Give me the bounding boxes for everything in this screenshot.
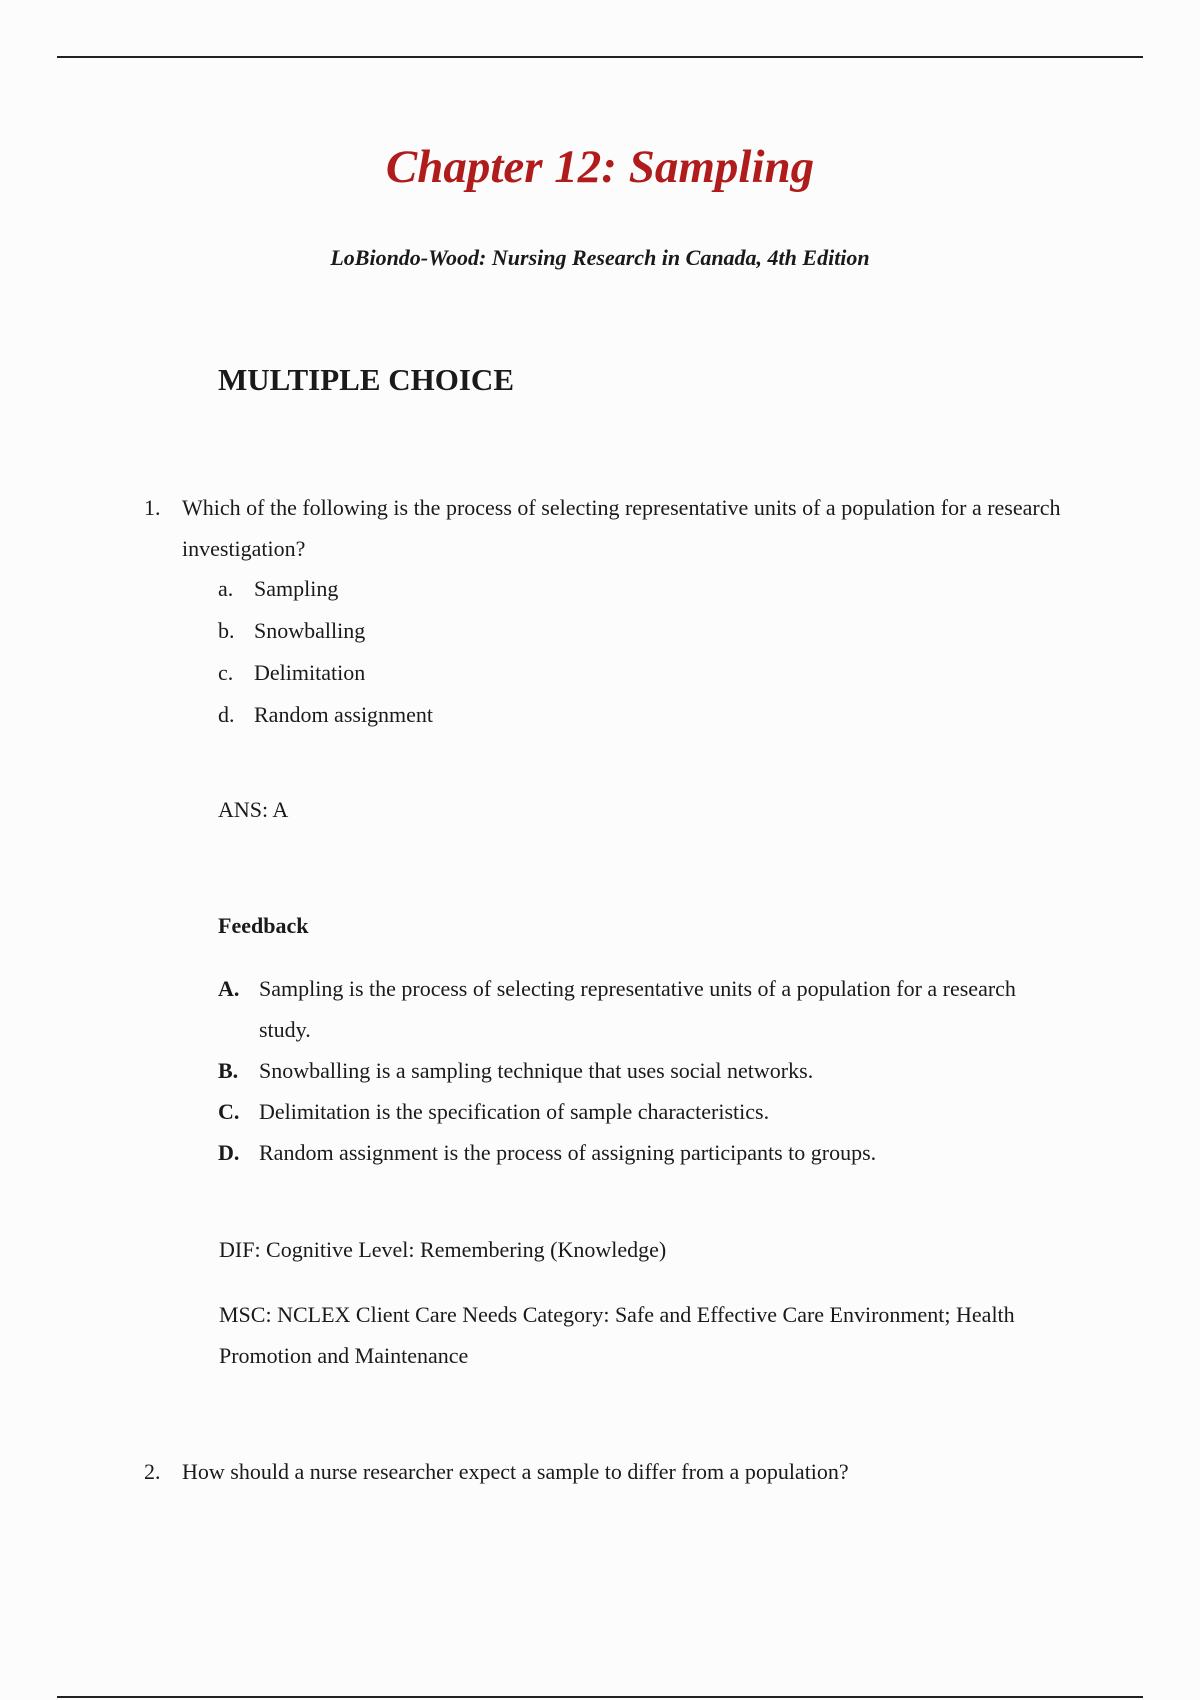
question-number: 2. bbox=[144, 1459, 161, 1484]
question-stem: How should a nurse researcher expect a sample to differ from a population? bbox=[182, 1459, 849, 1484]
option-letter: b. bbox=[218, 618, 235, 643]
difficulty-note: DIF: Cognitive Level: Remembering (Knowledge) bbox=[219, 1237, 667, 1262]
msc-note: MSC: NCLEX Client Care Needs Category: Safe and Effective Care Environment; Health Promotion and Maintenance bbox=[219, 1302, 1015, 1368]
book-subtitle: LoBiondo-Wood: Nursing Research in Canada, 4th Edition bbox=[330, 245, 870, 270]
feedback-letter: C. bbox=[218, 1099, 240, 1124]
feedback-item-b bbox=[218, 1050, 1038, 1091]
answer-key: ANS: A bbox=[218, 797, 289, 822]
feedback-text: Delimitation is the specification of sample characteristics. bbox=[259, 1099, 770, 1124]
question-1 bbox=[144, 487, 1064, 569]
feedback-list bbox=[218, 968, 1038, 1173]
option-text: Sampling bbox=[254, 576, 339, 601]
chapter-title: Chapter 12: Sampling bbox=[385, 141, 815, 193]
question-2 bbox=[144, 1451, 1064, 1492]
feedback-item-c bbox=[218, 1091, 1038, 1132]
top-rule bbox=[57, 56, 1143, 58]
option-letter: a. bbox=[218, 576, 234, 601]
question-stem: Which of the following is the process of selecting representative units of a population for a research investigation? bbox=[182, 495, 1061, 561]
option-text: Snowballing bbox=[254, 618, 366, 643]
feedback-item-a bbox=[218, 968, 1038, 1050]
feedback-letter: B. bbox=[218, 1058, 239, 1083]
section-heading: MULTIPLE CHOICE bbox=[218, 362, 514, 397]
feedback-text: Random assignment is the process of assigning participants to groups. bbox=[259, 1140, 877, 1165]
feedback-heading: Feedback bbox=[218, 913, 309, 938]
bottom-rule bbox=[57, 1696, 1143, 1698]
feedback-letter: A. bbox=[218, 976, 240, 1001]
option-letter: d. bbox=[218, 702, 235, 727]
option-text: Random assignment bbox=[254, 702, 434, 727]
feedback-letter: D. bbox=[218, 1140, 240, 1165]
question-number: 1. bbox=[144, 495, 161, 520]
option-text: Delimitation bbox=[254, 660, 366, 685]
feedback-text: Sampling is the process of selecting representative units of a population for a research study. bbox=[259, 976, 1016, 1042]
option-letter: c. bbox=[218, 660, 234, 685]
feedback-text: Snowballing is a sampling technique that uses social networks. bbox=[259, 1058, 814, 1083]
feedback-item-d bbox=[218, 1132, 1038, 1173]
